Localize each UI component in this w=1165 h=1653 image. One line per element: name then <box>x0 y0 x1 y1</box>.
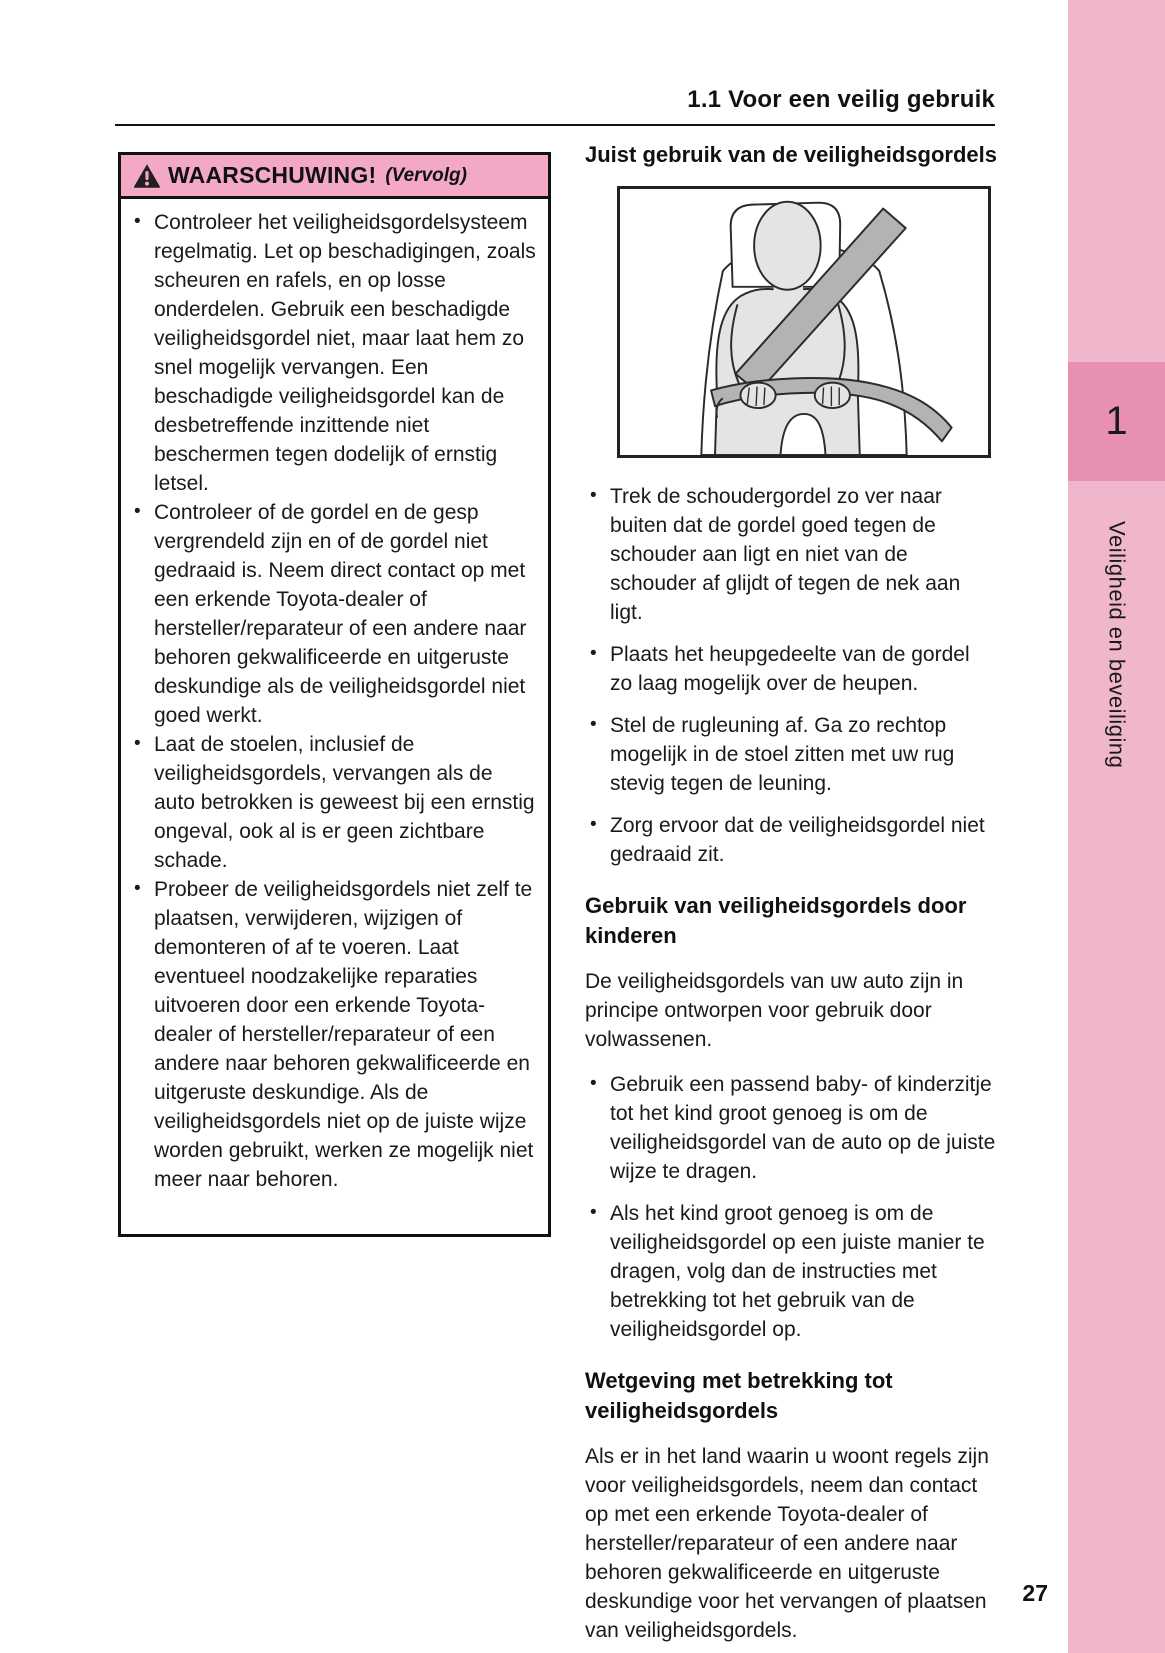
warning-header <box>121 155 548 199</box>
list-item: • Plaats het heupgedeelte van de gordel zo laag mogelijk over de heupen. <box>585 640 997 698</box>
list-item: • Trek de schoudergordel zo ver naar buiten dat de gordel goed tegen de schouder aan ligt en niet van de schouder af glijdt of tegen de nek aan ligt. <box>585 482 997 627</box>
warning-item: • Laat de stoelen, inclusief de veiligheidsgordels, vervangen als de auto betrokken is geweest bij een ernstig ongeval, ook al is er geen zichtbare schade. <box>129 730 536 875</box>
section-header: 1.1 Voor een veilig gebruik <box>687 86 995 113</box>
page-number: 27 <box>1022 1580 1048 1606</box>
children-use-list <box>585 1070 997 1344</box>
correct-use-heading: Juist gebruik van de veiligheidsgordels <box>585 142 998 167</box>
list-item: • Als het kind groot genoeg is om de veiligheidsgordel op een juiste manier te dragen, volg dan de instructies met betrekking tot het gebruik van de veiligheidsgordel op. <box>585 1199 997 1344</box>
header-divider <box>115 124 995 126</box>
list-item: • Gebruik een passend baby- of kinderzitje tot het kind groot genoeg is om de veiligheidsgordel van de auto op de juiste wijze te dragen. <box>585 1070 997 1186</box>
sidebar-strip <box>1068 0 1165 1653</box>
list-item: • Zorg ervoor dat de veiligheidsgordel niet gedraaid zit. <box>585 811 997 869</box>
warning-item: • Controleer of de gordel en de gesp vergrendeld zijn en of de gordel niet gedraaid is. Neem direct contact op met een erkende Toyota-dealer of hersteller/reparateur of een andere naar behoren gekwalificeerde en uitgeruste deskundige als de veiligheidsgordel niet goed werkt. <box>129 498 536 730</box>
warning-body <box>121 199 548 1194</box>
warning-title: WAARSCHUWING! <box>168 162 377 188</box>
children-use-heading: Gebruik van veiligheidsgordels door kinderen <box>585 893 967 948</box>
warning-item: • Controleer het veiligheidsgordelsysteem regelmatig. Let op beschadigingen, zoals scheuren en rafels, en op losse onderdelen. Gebruik een beschadigde veiligheidsgordel niet, maar laat hem zo snel mogelijk vervangen. Een beschadigde veiligheidsgordel kan de desbetreffende inzittende niet beschermen tegen dodelijk of ernstig letsel. <box>129 208 536 498</box>
children-use-intro: De veiligheidsgordels van uw auto zijn in principe ontworpen voor gebruik door volwassenen. <box>585 970 964 1051</box>
warning-box <box>118 152 551 1237</box>
chapter-number: 1 <box>1105 399 1128 443</box>
warning-item: • Probeer de veiligheidsgordels niet zelf te plaatsen, verwijderen, wijzigen of demonteren of af te voeren. Laat eventueel noodzakelijke reparaties uitvoeren door een erkende Toyota-dealer of hersteller/reparateur of een andere naar behoren gekwalificeerde en uitgeruste deskundige. Als de veiligheidsgordels niet op de juiste wijze worden gebruikt, werken ze mogelijk niet meer naar behoren. <box>129 875 536 1194</box>
legislation-heading: Wetgeving met betrekking tot veiligheidsgordels <box>585 1368 893 1423</box>
correct-use-list <box>585 482 997 869</box>
warning-triangle-icon <box>133 163 161 189</box>
chapter-title-vertical: Veiligheid en beveiliging <box>1104 521 1130 769</box>
seatbelt-illustration <box>617 186 991 458</box>
warning-title-suffix: (Vervolg) <box>385 164 467 186</box>
right-column <box>585 140 997 1645</box>
list-item: • Stel de rugleuning af. Ga zo rechtop mogelijk in de stoel zitten met uw rug stevig tegen de leuning. <box>585 711 997 798</box>
chapter-tab <box>1068 362 1165 481</box>
legislation-body: Als er in het land waarin u woont regels zijn voor veiligheidsgordels, neem dan contact op met een erkende Toyota-dealer of hersteller/reparateur of een andere naar behoren gekwalificeerde en uitgeruste deskundige voor het vervangen of plaatsen van veiligheidsgordels. <box>585 1445 989 1642</box>
